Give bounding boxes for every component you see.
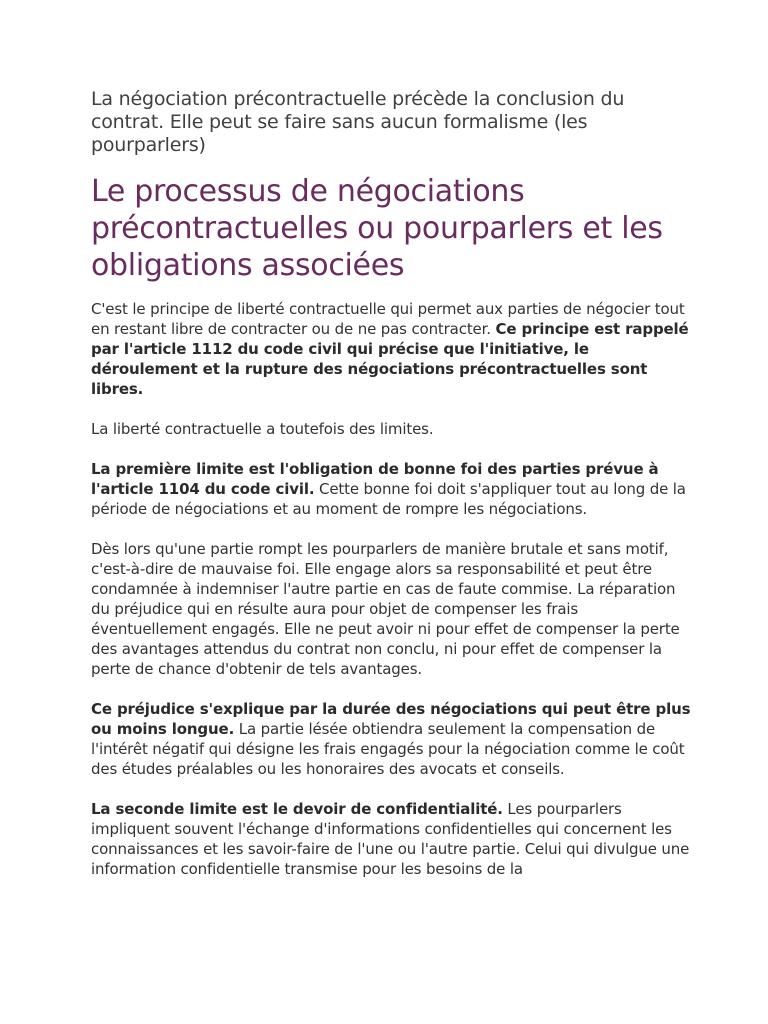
document-page — [91, 88, 691, 899]
paragraph-text: C'est le principe de liberté contractuelle qui permet aux parties de négocier tout en restant libre de contracter ou de ne pas contracter. — [91, 300, 685, 338]
paragraph-text: La partie lésée obtiendra seulement la compensation de l'intérêt négatif qui désigne les frais engagés pour la négociation comme le coût des études préalables ou les honoraires des avocats et conseils. — [91, 720, 685, 778]
paragraph-bold-text: La seconde limite est le devoir de confidentialité. — [91, 800, 503, 818]
section-heading: Le processus de négociations précontractuelles ou pourparlers et les obligations associées — [91, 174, 663, 283]
paragraph-bonne-foi — [91, 459, 691, 519]
paragraph-prejudice — [91, 699, 691, 779]
paragraph-limites: La liberté contractuelle a toutefois des limites. — [91, 420, 434, 438]
paragraph-bold-text: La première limite est l'obligation de bonne foi des parties prévue à l'article 1104 du code civil. — [91, 460, 659, 498]
paragraph-principe-liberte — [91, 299, 691, 399]
paragraph-text: Les pourparlers impliquent souvent l'échange d'informations confidentielles qui concernent les connaissances et les savoir-faire de l'une ou l'autre partie. Celui qui divulgue une information confidentielle transmise pour les besoins de la — [91, 800, 690, 878]
paragraph-bold-text: Ce principe est rappelé par l'article 1112 du code civil qui précise que l'initiative, le déroulement et la rupture des négociations précontractuelles sont libres. — [91, 320, 689, 398]
paragraph-confidentialite — [91, 799, 691, 879]
paragraph-rupture: Dès lors qu'une partie rompt les pourparlers de manière brutale et sans motif, c'est-à-dire de mauvaise foi. Elle engage alors sa responsabilité et peut être condamnée à indemniser l'autre partie en cas de faute commise. La réparation du préjudice qui en résulte aura pour objet de compenser les frais éventuellement engagés. Elle ne peut avoir ni pour effet de compenser la perte des avantages attendus du contrat non conclu, ni pour effet de compenser la perte de chance d'obtenir de tels avantages. — [91, 540, 680, 678]
paragraph-bold-text: Ce préjudice s'explique par la durée des négociations qui peut être plus ou moins longue. — [91, 700, 691, 738]
intro-paragraph: La négociation précontractuelle précède la conclusion du contrat. Elle peut se faire sans aucun formalisme (les pourparlers) — [91, 88, 625, 156]
paragraph-text: Cette bonne foi doit s'appliquer tout au long de la période de négociations et au moment de rompre les négociations. — [91, 480, 686, 518]
